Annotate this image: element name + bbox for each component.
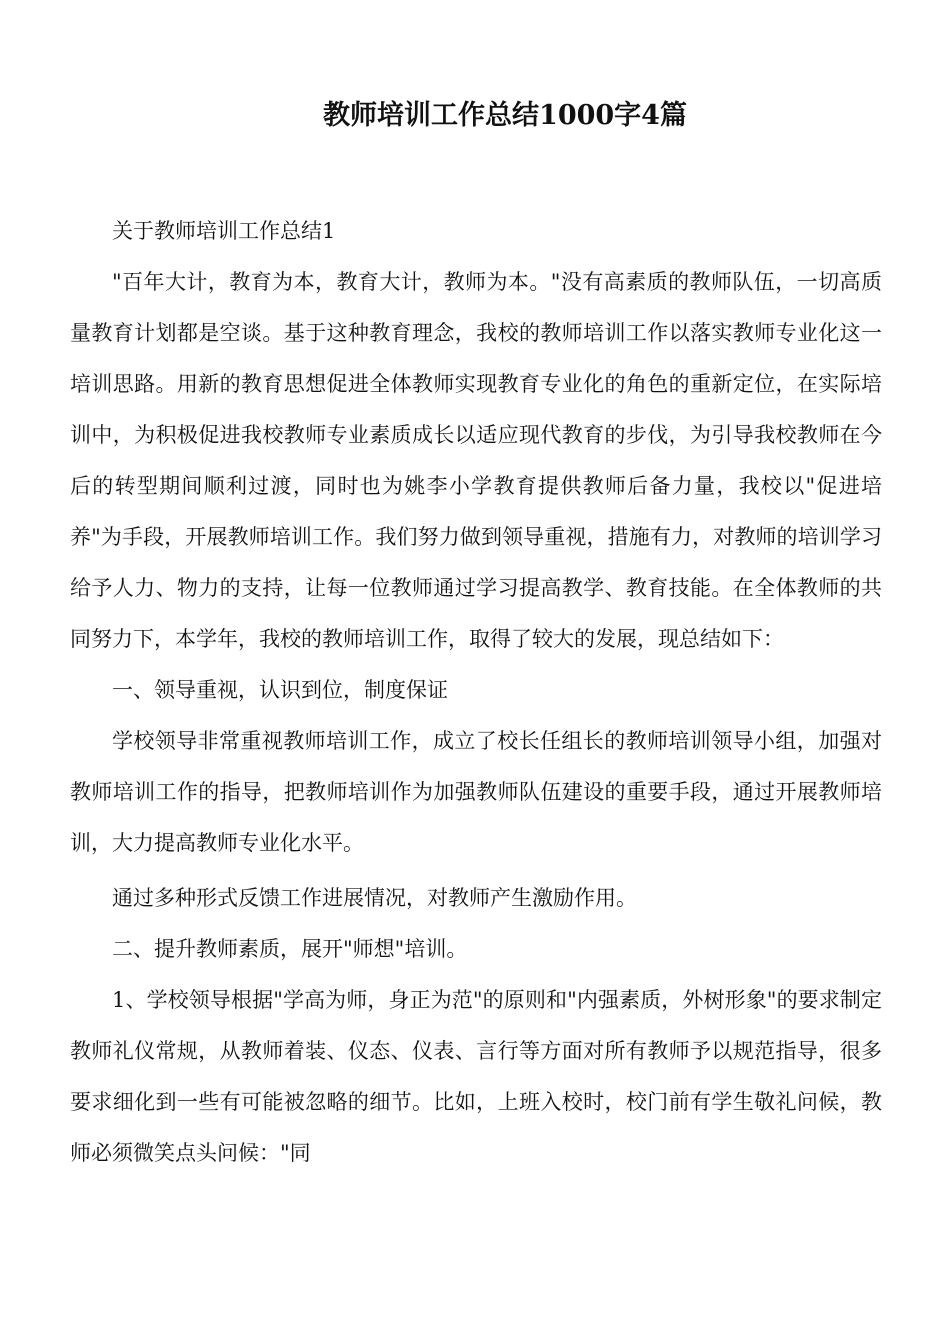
section-heading-3: 二、提升教师素质，展开"师想"培训。 xyxy=(112,937,468,961)
section-heading-2: 一、领导重视，认识到位，制度保证 xyxy=(112,678,448,702)
body-paragraph: 1、学校领导根据"学高为师，身正为范"的原则和"内强素质，外树形象"的要求制定教师礼仪常规，从教师着装、仪态、仪表、言行等方面对所有教师予以规范指导，很多要求细化到一些有可能被忽略的细节。比如，上班入校时，校门前有学生敬礼问候，教师必须微笑点头问候："同 xyxy=(70,988,882,1165)
body-paragraph: 学校领导非常重视教师培训工作，成立了校长任组长的教师培训领导小组，加强对教师培训工作的指导，把教师培训作为加强教师队伍建设的重要手段，通过开展教师培训，大力提高教师专业化水平。 xyxy=(70,729,882,855)
document-body xyxy=(70,206,882,1179)
document-title: 教师培训工作总结1000字4篇 xyxy=(323,100,687,131)
section-heading-1: 关于教师培训工作总结1 xyxy=(112,219,336,243)
body-paragraph: "百年大计，教育为本，教育大计，教师为本。"没有高素质的教师队伍，一切高质量教育计划都是空谈。基于这种教育理念，我校的教师培训工作以落实教师专业化这一培训思路。用新的教育思想促进全体教师实现教育专业化的角色的重新定位，在实际培训中，为积极促进我校教师专业素质成长以适应现代教育的步伐，为引导我校教师在今后的转型期间顺利过渡，同时也为姚李小学教育提供教师后备力量，我校以"促进培养"为手段，开展教师培训工作。我们努力做到领导重视，措施有力，对教师的培训学习给予人力、物力的支持，让每一位教师通过学习提高教学、教育技能。在全体教师的共同努力下，本学年，我校的教师培训工作，取得了较大的发展，现总结如下： xyxy=(70,270,882,651)
body-paragraph: 通过多种形式反馈工作进展情况，对教师产生激励作用。 xyxy=(112,886,637,910)
